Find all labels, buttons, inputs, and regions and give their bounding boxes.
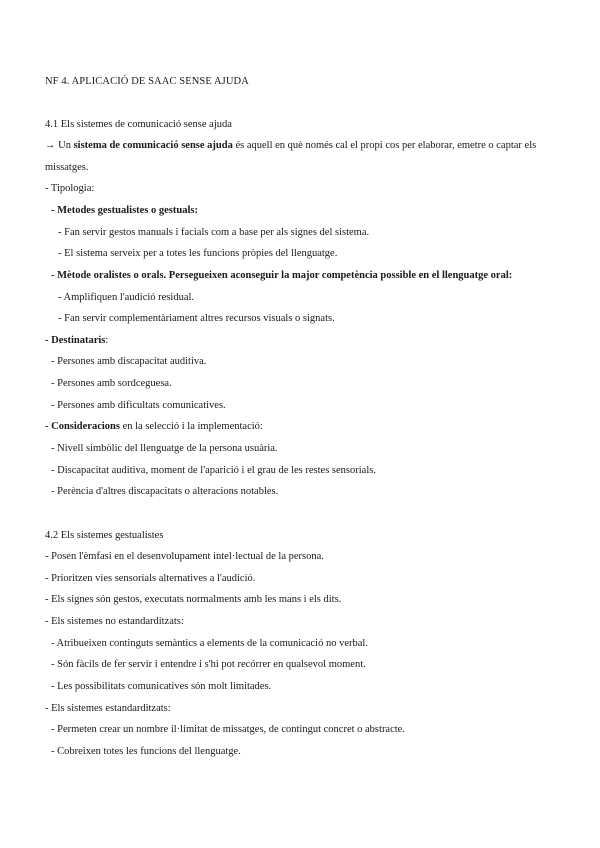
list-item: - Atribueixen continguts semàntics a elements de la comunicació no verbal.: [51, 638, 368, 649]
list-item: - Posen l'èmfasi en el desenvolupament intel·lectual de la persona.: [45, 551, 324, 562]
oral-methods-heading: [51, 269, 512, 283]
list-item: - Perència d'altres discapacitats o alteracions notables.: [51, 486, 279, 497]
non-standard-systems-heading: - Els sistemes no estandarditzats:: [45, 616, 184, 627]
intro-definition: és aquell en què només cal el propi cos per elaborar, emetre o captar els: [232, 140, 537, 151]
destinataris-label: - Destinataris: [45, 335, 106, 346]
destinataris-heading: [45, 334, 108, 348]
section-heading-4-2: 4.2 Els sistemes gestualistes: [45, 530, 164, 541]
list-item: - Els signes són gestos, executats normalments amb les mans i els dits.: [45, 594, 342, 605]
list-item: - Persones amb sordceguesa.: [51, 378, 172, 389]
list-item: - Fan servir gestos manuals i facials com a base per als signes del sistema.: [58, 227, 370, 238]
section-heading-4-1: 4.1 Els sistemes de comunicació sense ajuda: [45, 119, 232, 130]
consideracions-text: en la selecció i la implementació:: [119, 421, 263, 432]
list-item: - Persones amb dificultats comunicatives.: [51, 400, 226, 411]
list-item: - Discapacitat auditiva, moment de l'aparició i el grau de les restes sensorials.: [51, 465, 376, 476]
list-item: - Fan servir complementàriament altres recursos visuals o signats.: [58, 313, 335, 324]
intro-paragraph-continuation: missatges.: [45, 162, 89, 173]
list-item: - Cobreixen totes les funcions del llenguatge.: [51, 746, 241, 757]
gestual-methods-heading-text: - Metodes gestualistes o gestuals:: [51, 205, 198, 216]
gestual-methods-heading: [51, 204, 198, 218]
list-item: - Prioritzen vies sensorials alternatives a l'audició.: [45, 573, 256, 584]
list-item: - Permeten crear un nombre il·limitat de missatges, de contingut concret o abstracte.: [51, 724, 405, 735]
intro-term: sistema de comunicació sense ajuda: [73, 140, 233, 151]
intro-arrow-text: → Un: [45, 140, 74, 151]
list-item: - Amplifiquen l'audició residual.: [58, 292, 195, 303]
list-item: - Persones amb discapacitat auditiva.: [51, 356, 207, 367]
list-item: - Nivell simbòlic del llenguatge de la persona usuària.: [51, 443, 278, 454]
destinataris-colon: :: [105, 335, 109, 346]
oral-methods-heading-text: - Mètode oralistes o orals. Persegueixen aconseguir la major competència possible en el llenguatge oral:: [51, 270, 513, 281]
tipologia-label: - Tipologia:: [45, 183, 95, 194]
list-item: - El sistema serveix per a totes les funcions pròpies del llenguatge.: [58, 248, 338, 259]
document-title: NF 4. APLICACIÓ DE SAAC SENSE AJUDA: [45, 76, 249, 87]
list-item: - Són fàcils de fer servir i entendre i s'hi pot recórrer en qualsevol moment.: [51, 659, 366, 670]
intro-paragraph: [45, 139, 536, 153]
consideracions-heading: [45, 420, 263, 434]
standard-systems-heading: - Els sistemes estandarditzats:: [45, 703, 171, 714]
list-item: - Les possibilitats comunicatives són molt limitades.: [51, 681, 272, 692]
consideracions-label: - Consideracions: [45, 421, 120, 432]
